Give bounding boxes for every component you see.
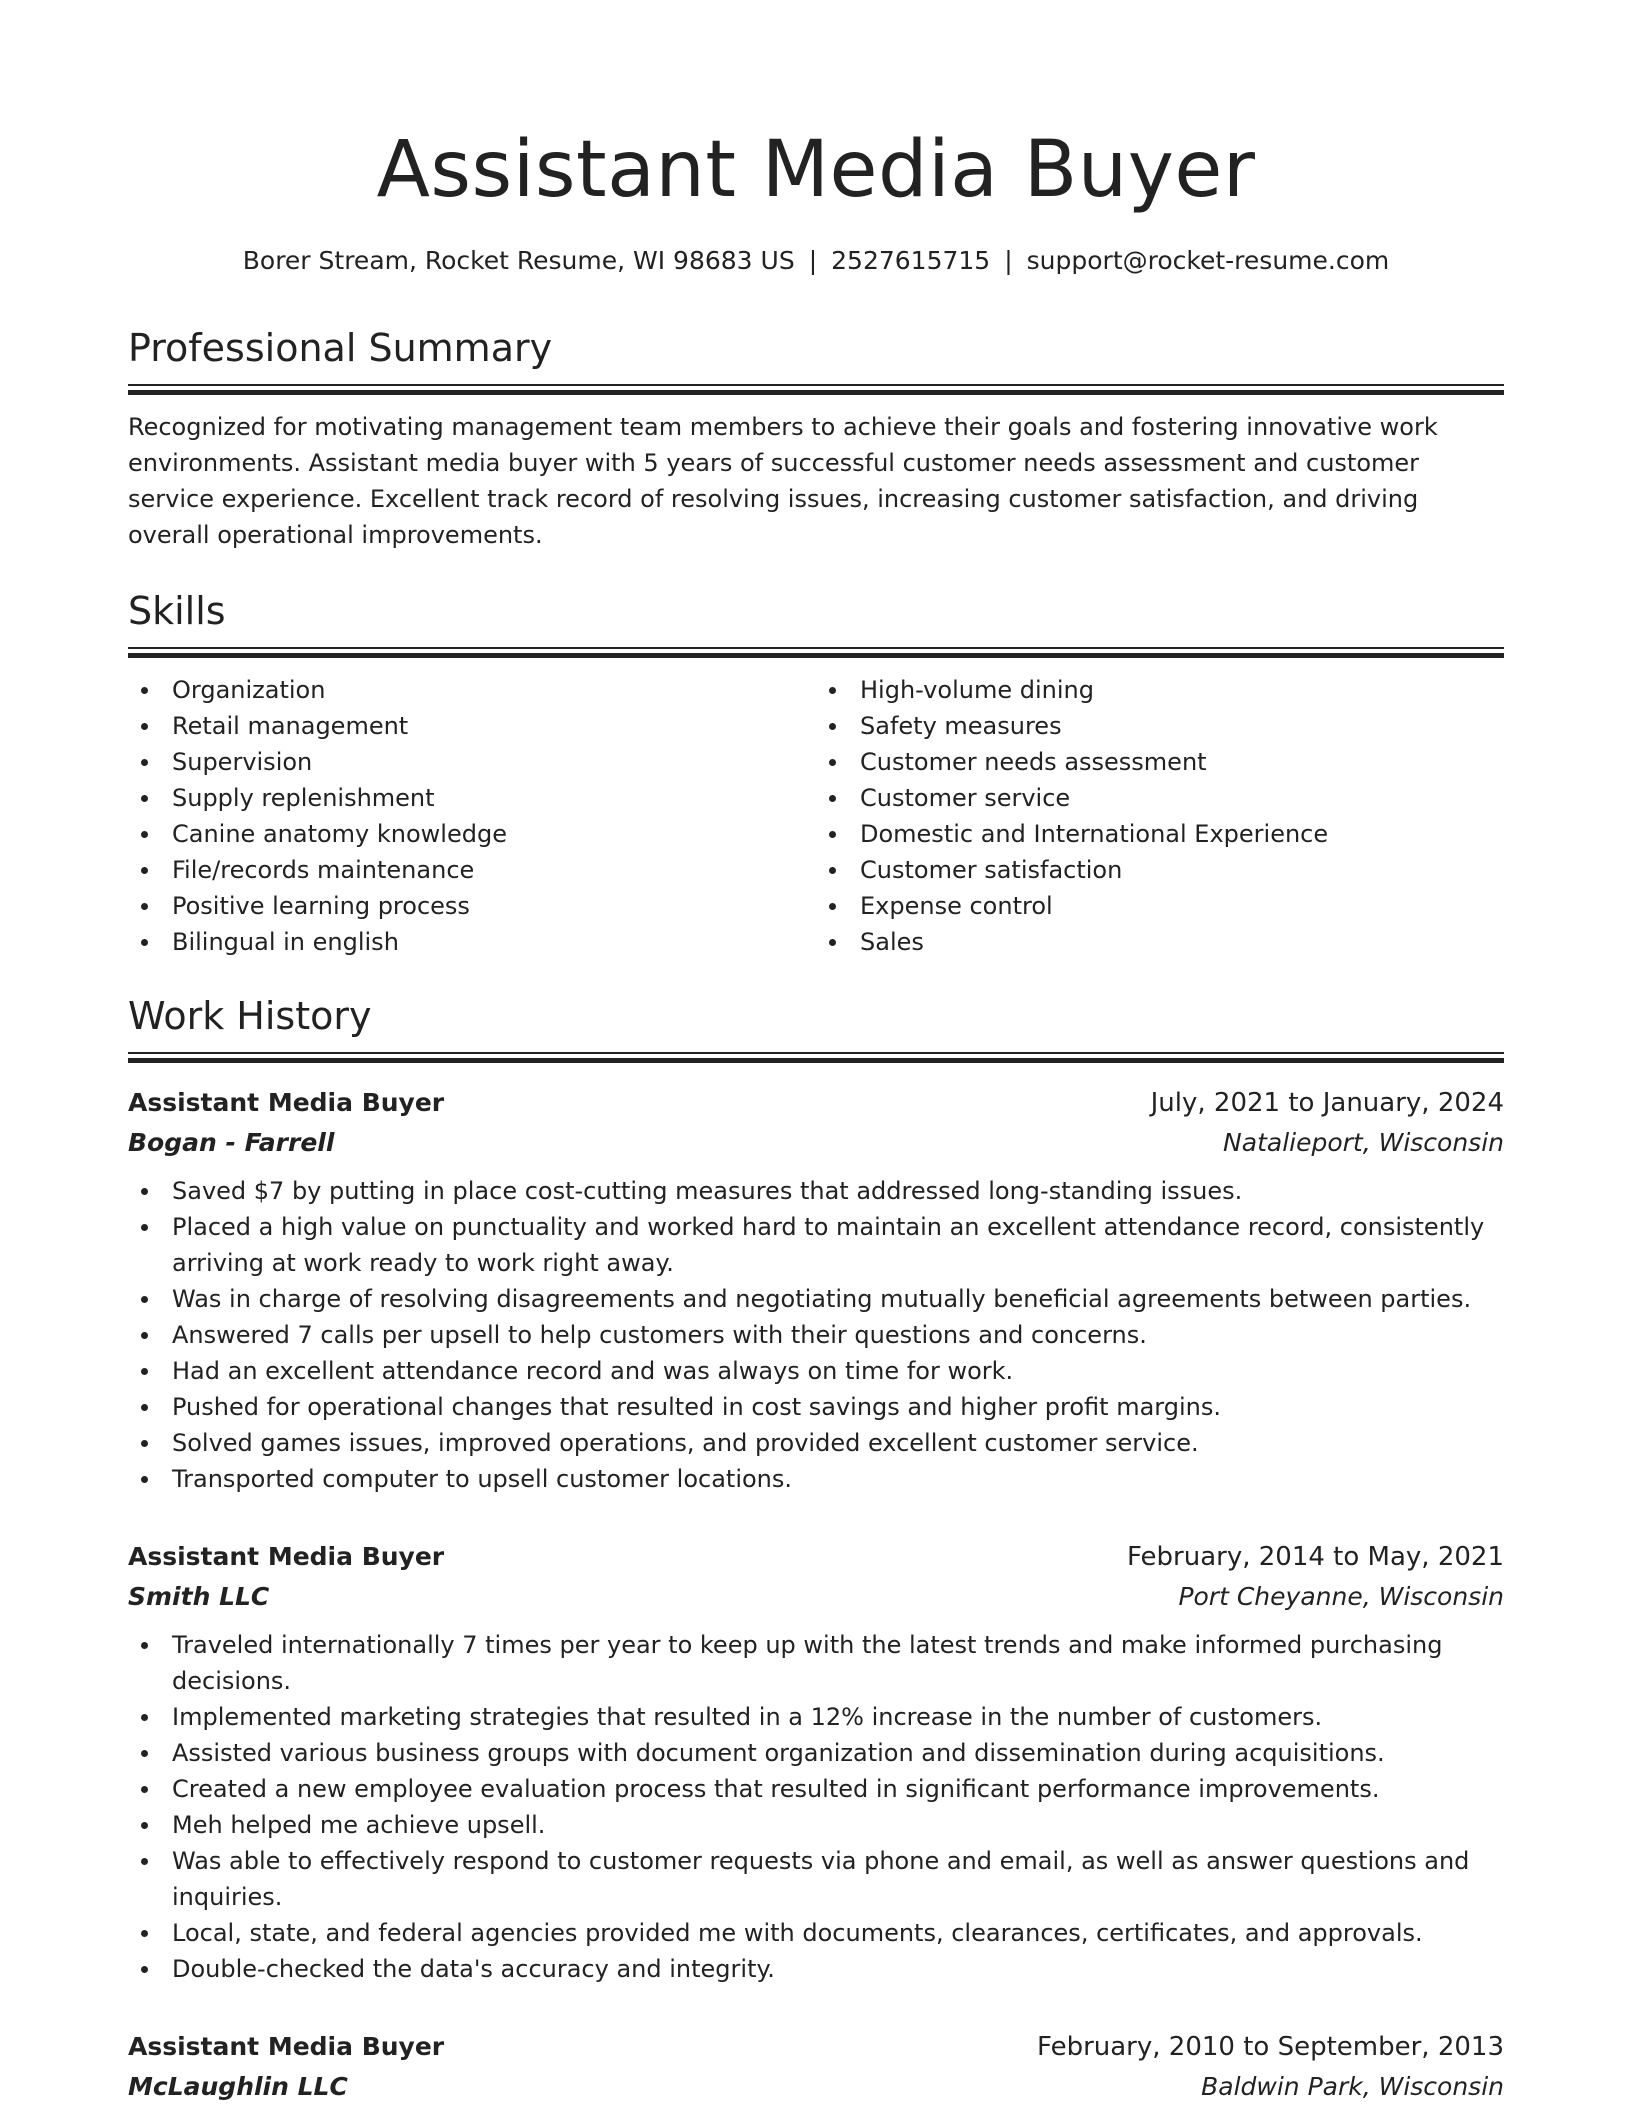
contact-address: Borer Stream, Rocket Resume, WI 98683 US: [242, 246, 795, 275]
job-subheader: [128, 2067, 1504, 2107]
section-divider: [128, 647, 1504, 658]
skill-item: Bilingual in english: [128, 924, 816, 960]
job-bullet: Double-checked the data's accuracy and integrity.: [128, 1951, 1504, 1987]
skill-item: Customer needs assessment: [816, 744, 1504, 780]
skills-section: [128, 587, 1504, 960]
job-dates: July, 2021 to January, 2024: [1150, 1088, 1504, 1118]
job-company: McLaughlin LLC: [128, 2072, 348, 2101]
skill-item: Domestic and International Experience: [816, 816, 1504, 852]
job-title: Assistant Media Buyer: [128, 1542, 445, 1571]
job-bullets: [128, 1173, 1504, 1497]
section-divider: [128, 384, 1504, 395]
job-bullet: Answered 7 calls per upsell to help customers with their questions and concerns.: [128, 1317, 1504, 1353]
job-bullet: Had an excellent attendance record and was always on time for work.: [128, 1353, 1504, 1389]
contact-email: support@rocket-resume.com: [1026, 246, 1390, 275]
job-title: Assistant Media Buyer: [128, 2032, 445, 2061]
skill-item: Customer satisfaction: [816, 852, 1504, 888]
work-history-heading: Work History: [128, 994, 372, 1038]
job-header: [128, 2027, 1504, 2067]
skill-item: Customer service: [816, 780, 1504, 816]
job-entry: [128, 1537, 1504, 1987]
skill-item: Positive learning process: [128, 888, 816, 924]
summary-heading: Professional Summary: [128, 326, 553, 370]
job-bullet: Placed a high value on punctuality and worked hard to maintain an excellent attendance record, consistently arriving at work ready to work right away.: [128, 1209, 1504, 1281]
job-bullet: Created a new employee evaluation process that resulted in significant performance improvements.: [128, 1771, 1504, 1807]
job-bullet: Was in charge of resolving disagreements and negotiating mutually beneficial agreements between parties.: [128, 1281, 1504, 1317]
skills-list-right: [816, 672, 1504, 960]
contact-separator: |: [1004, 246, 1013, 275]
job-bullet: Saved $7 by putting in place cost-cutting measures that addressed long-standing issues.: [128, 1173, 1504, 1209]
job-bullet: Solved games issues, improved operations, and provided excellent customer service.: [128, 1425, 1504, 1461]
skill-item: Supply replenishment: [128, 780, 816, 816]
skill-item: Canine anatomy knowledge: [128, 816, 816, 852]
section-divider: [128, 1052, 1504, 1063]
job-location: Baldwin Park, Wisconsin: [1201, 2072, 1504, 2101]
job-bullet: Assisted various business groups with document organization and dissemination during acquisitions.: [128, 1735, 1504, 1771]
job-bullet: Implemented marketing strategies that resulted in a 12% increase in the number of customers.: [128, 1699, 1504, 1735]
job-entry: [128, 2027, 1504, 2107]
job-bullet: Meh helped me achieve upsell.: [128, 1807, 1504, 1843]
skill-item: Safety measures: [816, 708, 1504, 744]
skill-item: Supervision: [128, 744, 816, 780]
job-header: [128, 1083, 1504, 1123]
skill-item: Retail management: [128, 708, 816, 744]
job-title: Assistant Media Buyer: [128, 1088, 445, 1117]
skill-item: File/records maintenance: [128, 852, 816, 888]
contact-separator: |: [808, 246, 818, 275]
job-header: [128, 1537, 1504, 1577]
job-bullets: [128, 1627, 1504, 1987]
job-dates: February, 2014 to May, 2021: [1127, 1542, 1504, 1572]
job-bullet: Traveled internationally 7 times per year to keep up with the latest trends and make informed purchasing decisions.: [128, 1627, 1504, 1699]
job-bullet: Was able to effectively respond to customer requests via phone and email, as well as answer questions and inquiries.: [128, 1843, 1504, 1915]
contact-line: [128, 244, 1504, 278]
skill-item: High-volume dining: [816, 672, 1504, 708]
candidate-name: Assistant Media Buyer: [376, 125, 1256, 215]
job-subheader: [128, 1577, 1504, 1617]
job-subheader: [128, 1123, 1504, 1163]
job-bullet: Pushed for operational changes that resulted in cost savings and higher profit margins.: [128, 1389, 1504, 1425]
skills-columns: [128, 672, 1504, 960]
job-entry: [128, 1083, 1504, 1497]
skill-item: Expense control: [816, 888, 1504, 924]
work-history-section: [128, 992, 1504, 2107]
skills-list-left: [128, 672, 816, 960]
skill-item: Organization: [128, 672, 816, 708]
summary-section: [128, 324, 1504, 553]
job-dates: February, 2010 to September, 2013: [1037, 2032, 1504, 2062]
job-location: Natalieport, Wisconsin: [1223, 1128, 1504, 1157]
summary-text: Recognized for motivating management team members to achieve their goals and fostering innovative work environments. Assistant media buyer with 5 years of successful customer needs assessment and customer service experience. Excellent track record of resolving issues, increasing customer satisfaction, and driving overall operational improvements.: [128, 413, 1438, 549]
job-company: Smith LLC: [128, 1582, 270, 1611]
job-bullet: Transported computer to upsell customer locations.: [128, 1461, 1504, 1497]
skills-heading: Skills: [128, 589, 226, 633]
contact-phone: 2527615715: [831, 246, 991, 275]
job-bullet: Local, state, and federal agencies provided me with documents, clearances, certificates, and approvals.: [128, 1915, 1504, 1951]
job-location: Port Cheyanne, Wisconsin: [1178, 1582, 1504, 1611]
job-company: Bogan - Farrell: [128, 1128, 335, 1157]
skill-item: Sales: [816, 924, 1504, 960]
